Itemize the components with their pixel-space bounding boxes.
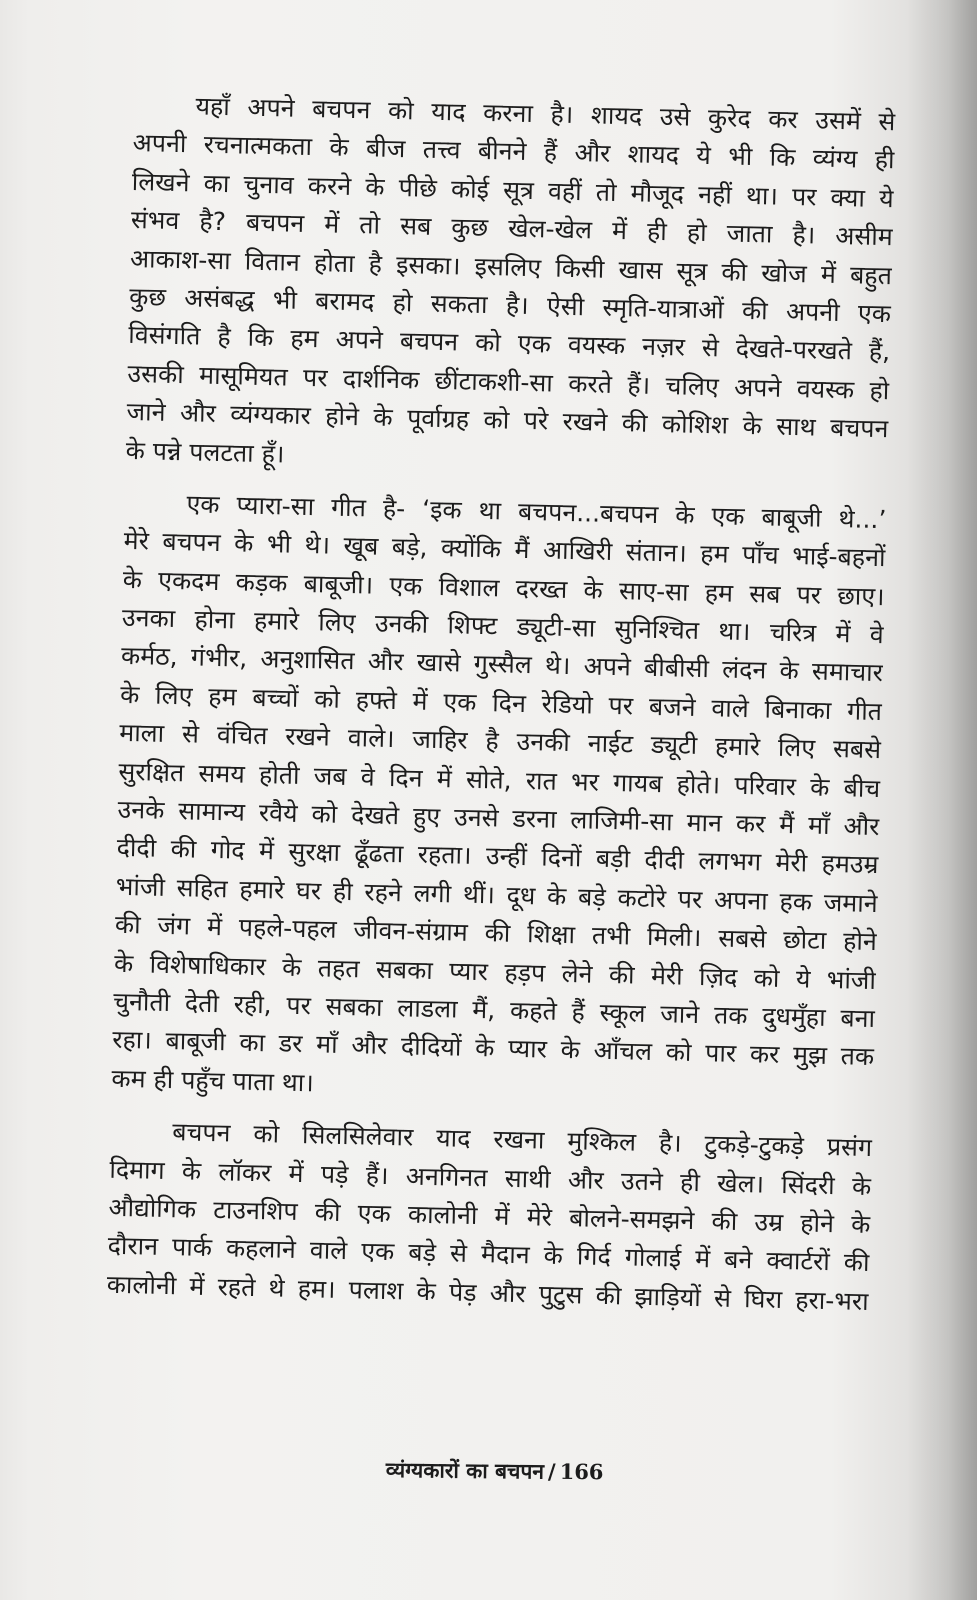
text-line: अपनी रचनात्मकता के बीज तत्त्व बीनने हैं और शायद ये भी कि व्यंग्य ही [132,128,895,175]
text-line: उसकी मासूमियत पर दार्शनिक छींटाकशी-सा करते हैं। चलिए अपने वयस्क हो [127,358,890,405]
text-line: उनके सामान्य रवैये को देखते हुए उनसे डरना लाजिमी-सा मान कर मैं माँ और [117,794,880,842]
text-line: सुरक्षित समय होती जब वे दिन में सोते, रात भर गायब होते। परिवार के बीच [118,756,881,803]
text-line: जाने और व्यंग्यकार होने के पूर्वाग्रह को परे रखने की कोशिश के साथ बचपन [126,397,889,444]
text-line: कालोनी में रहते थे हम। पलाश के पेड़ और पुटुस की झाड़ियों से घिरा हरा-भरा [106,1269,869,1316]
text-line: विसंगति है कि हम अपने बचपन को एक वयस्क नज़र से देखते-परखते हैं, [128,320,891,367]
body-text [106,86,895,1321]
text-line: दीदी की गोद में सुरक्षा ढूँढता रहता। उन्हीं दिनों बड़ी दीदी लगभग मेरी हमउम्र [116,833,879,880]
text-line: दौरान पार्क कहलाने वाले एक बड़े से मैदान के गिर्द गोलाई में बने क्वार्टरों की [107,1231,870,1278]
text-line: औद्योगिक टाउनशिप की एक कालोनी में मेरे बोलने-समझने की उम्र होने के [108,1192,871,1239]
paragraph-1 [125,86,896,487]
text-line: लिखने का चुनाव करने के पीछे कोई सूत्र वहीं तो मौजूद नहीं था। पर क्या ये [131,166,894,214]
text-line: की जंग में पहले-पहल जीवन-संग्राम की शिक्षा तभी मिली। सबसे छोटा होने [114,909,878,957]
text-line: यहाँ अपने बचपन को याद करना है। शायद उसे कुरेद कर उसमें से [195,91,896,137]
text-line: चुनौती देती रही, पर सबका लाडला मैं, कहते हैं स्कूल जाने तक दुधमुँहा बना [112,986,876,1034]
text-line: दिमाग के लॉकर में पड़े हैं। अनगिनत साथी और उतने ही खेल। सिंदरी के [109,1154,872,1201]
text-line: उनका होना हमारे लिए उनकी शिफ्ट ड्यूटी-सा सुनिश्चित था। चरित्र में वे [121,602,885,650]
text-line: रहा। बाबूजी का डर माँ और दीदियों के प्यार के आँचल को पार कर मुझ तक [112,1025,875,1072]
paragraph-3 [106,1112,872,1321]
text-line: कुछ असंबद्ध भी बरामद हो सकता है। ऐसी स्मृति-यात्राओं की अपनी एक [128,281,892,329]
text-line: एक प्यारा-सा गीत है- ‘इक था बचपन...बचपन के एक बाबूजी थे...’ [186,489,887,535]
text-line: कम ही पहुँच पाता था। [111,1063,315,1098]
text-line: आकाश-सा वितान होता है इसका। इसलिए किसी खास सूत्र की खोज में बहुत [129,243,893,290]
footer-separator: / [547,1458,556,1484]
text-line: माला से वंचित रखने वाले। जाहिर है उनकी नाईट ड्यूटी हमारे लिए सबसे [118,718,882,765]
text-line: मेरे बचपन के भी थे। खूब बड़े, क्योंकि मैं आखिरी संतान। हम पाँच भाई-बहनों [123,526,886,573]
footer-book-title: व्यंग्यकारों का बचपन [385,1457,545,1484]
text-line: भांजी सहित हमारे घर ही रहने लगी थीं। दूध के बड़े कटोरे पर अपना हक जमाने [115,871,878,918]
paragraph-2 [111,484,887,1115]
text-line: कर्मठ, गंभीर, अनुशासित और खासे गुस्सैल थे। अपने बीबीसी लंदन के समाचार [120,641,884,688]
text-line: के एकदम कड़क बाबूजी। एक विशाल दरख्त के साए-सा हम सब पर छाए। [122,564,885,611]
page-footer [386,1456,686,1487]
text-line: बचपन को सिलसिलेवार याद रखना मुश्किल है। टुकड़े-टुकड़े प्रसंग [171,1117,873,1163]
page-number: 166 [559,1458,604,1485]
text-line: के लिए हम बच्चों को हफ्ते में एक दिन रेडियो पर बजने वाले बिनाका गीत [119,679,883,726]
text-line: के पन्ने पलटता हूँ। [125,435,285,469]
text-line: के विशेषाधिकार के तहत सबका प्यार हड़प लेने की मेरी ज़िद को ये भांजी [113,948,877,995]
text-line: संभव है? बचपन में तो सब कुछ खेल-खेल में ही हो जाता है। असीम [130,205,894,252]
page-edge-shadow [907,0,977,1600]
